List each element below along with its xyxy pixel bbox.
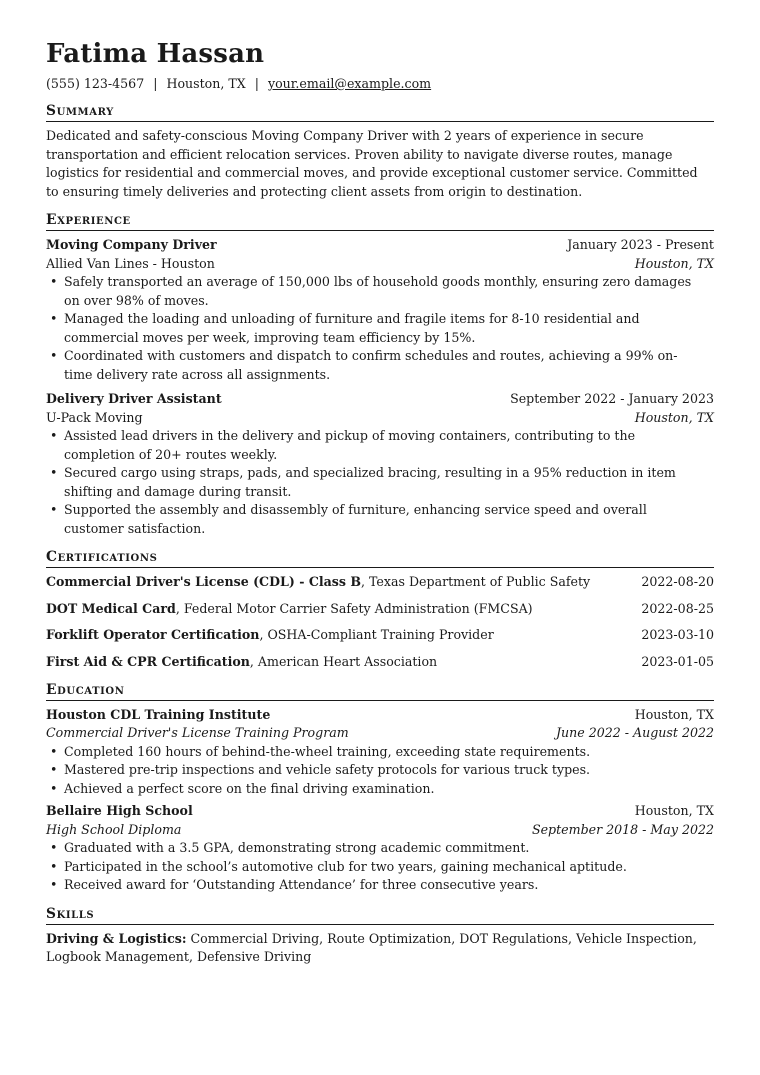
location: Houston, TX [166,76,246,91]
certification-name: DOT Medical Card [46,600,176,616]
certification-name: Commercial Driver's License (CDL) - Class B [46,574,361,589]
contact-separator: | [254,76,259,91]
job-company: U-Pack Moving [46,409,143,425]
skills-category: Driving & Logistics: [46,930,187,946]
bullet-item: • Coordinated with customers and dispatch to confirm schedules and routes, achieving a 99% on-time delivery rate across all assignments. [46,347,714,384]
certification-issuer: , American Heart Association [249,653,438,669]
program-name: High School Diploma [46,821,182,837]
email-link[interactable]: your.email@example.com [267,76,432,91]
job-bullets [46,427,714,538]
section-heading-education: Education [46,681,714,701]
job-location: Houston, TX [634,255,714,271]
job-role: Moving Company Driver [46,237,217,252]
education-entry [46,706,714,799]
certification-date: 2022-08-25 [641,600,714,616]
contact-separator: | [153,76,158,91]
education-bullets [46,839,714,895]
skills-line [46,930,714,967]
bullet-item: • Completed 160 hours of behind-the-wheel training, exceeding state requirements. [46,743,714,762]
education-entry [46,802,714,895]
job-bullets [46,273,714,384]
bullet-item: • Graduated with a 3.5 GPA, demonstrating strong academic commitment. [46,839,714,858]
job-company: Allied Van Lines - Houston [46,255,215,271]
school-location: Houston, TX [634,706,714,722]
certification-row [46,573,714,591]
phone-number: (555) 123-4567 [46,76,145,91]
certification-row [46,600,714,618]
job-dates: January 2023 - Present [567,237,714,252]
skills-list: Commercial Driving, Route Optimization, DOT Regulations, Vehicle Inspection, Logbook Management, Defensive Driving [46,930,697,964]
job-entry [46,390,714,538]
education-section [46,681,714,895]
program-dates: June 2022 - August 2022 [556,725,714,740]
summary-section [46,102,714,201]
certifications-section [46,548,714,671]
certification-row [46,653,714,671]
section-heading-skills: Skills [46,905,714,925]
education-bullets [46,743,714,799]
experience-section [46,211,714,538]
school-name: Houston CDL Training Institute [46,706,271,722]
certification-issuer: , Texas Department of Public Safety [361,574,591,589]
certification-issuer: , Federal Motor Carrier Safety Administration (FMCSA) [175,600,533,616]
bullet-item: • Assisted lead drivers in the delivery and pickup of moving containers, contributing to the completion of 20+ routes weekly. [46,427,714,464]
candidate-name: Fatima Hassan [46,39,265,69]
bullet-item: • Supported the assembly and disassembly of furniture, enhancing service speed and overall customer satisfaction. [46,501,714,538]
skills-section [46,905,714,967]
bullet-item: • Participated in the school’s automotive club for two years, gaining mechanical aptitude. [46,858,714,877]
bullet-item: • Achieved a perfect score on the final driving examination. [46,780,714,799]
section-heading-certifications: Certifications [46,548,714,568]
school-name: Bellaire High School [46,803,193,818]
resume-page [46,38,714,967]
certification-date: 2022-08-20 [641,574,714,589]
certification-name: Forklift Operator Certification [46,627,260,642]
contact-line [46,76,714,92]
certification-row [46,626,714,644]
section-heading-experience: Experience [46,211,714,231]
bullet-item: • Safely transported an average of 150,000 lbs of household goods monthly, ensuring zero damages on over 98% of moves. [46,273,714,310]
certification-issuer: , OSHA-Compliant Training Provider [259,627,494,642]
certification-name: First Aid & CPR Certification [46,653,250,669]
job-entry [46,236,714,384]
job-dates: September 2022 - January 2023 [510,391,714,406]
bullet-item: • Received award for ‘Outstanding Attendance’ for three consecutive years. [46,876,714,895]
bullet-item: • Managed the loading and unloading of furniture and fragile items for 8-10 residential and commercial moves per week, improving team efficiency by 15%. [46,310,714,347]
school-location: Houston, TX [634,803,714,818]
job-location: Houston, TX [634,409,714,425]
bullet-item: • Mastered pre-trip inspections and vehicle safety protocols for various truck types. [46,761,714,780]
program-dates: September 2018 - May 2022 [531,821,714,837]
summary-text: Dedicated and safety-conscious Moving Company Driver with 2 years of experience in secure transportation and efficient relocation services. Proven ability to navigate diverse routes, manage logistics for residential and commercial moves, and provide exceptional customer service. Committed to ensuring timely deliveries and protecting client assets from origin to destination. [46,128,698,199]
program-name: Commercial Driver's License Training Program [46,725,349,740]
job-role: Delivery Driver Assistant [46,391,222,406]
section-heading-summary: Summary [46,102,714,122]
certification-date: 2023-01-05 [641,653,714,669]
bullet-item: • Secured cargo using straps, pads, and specialized bracing, resulting in a 95% reduction in item shifting and damage during transit. [46,464,714,501]
certification-date: 2023-03-10 [641,627,714,642]
